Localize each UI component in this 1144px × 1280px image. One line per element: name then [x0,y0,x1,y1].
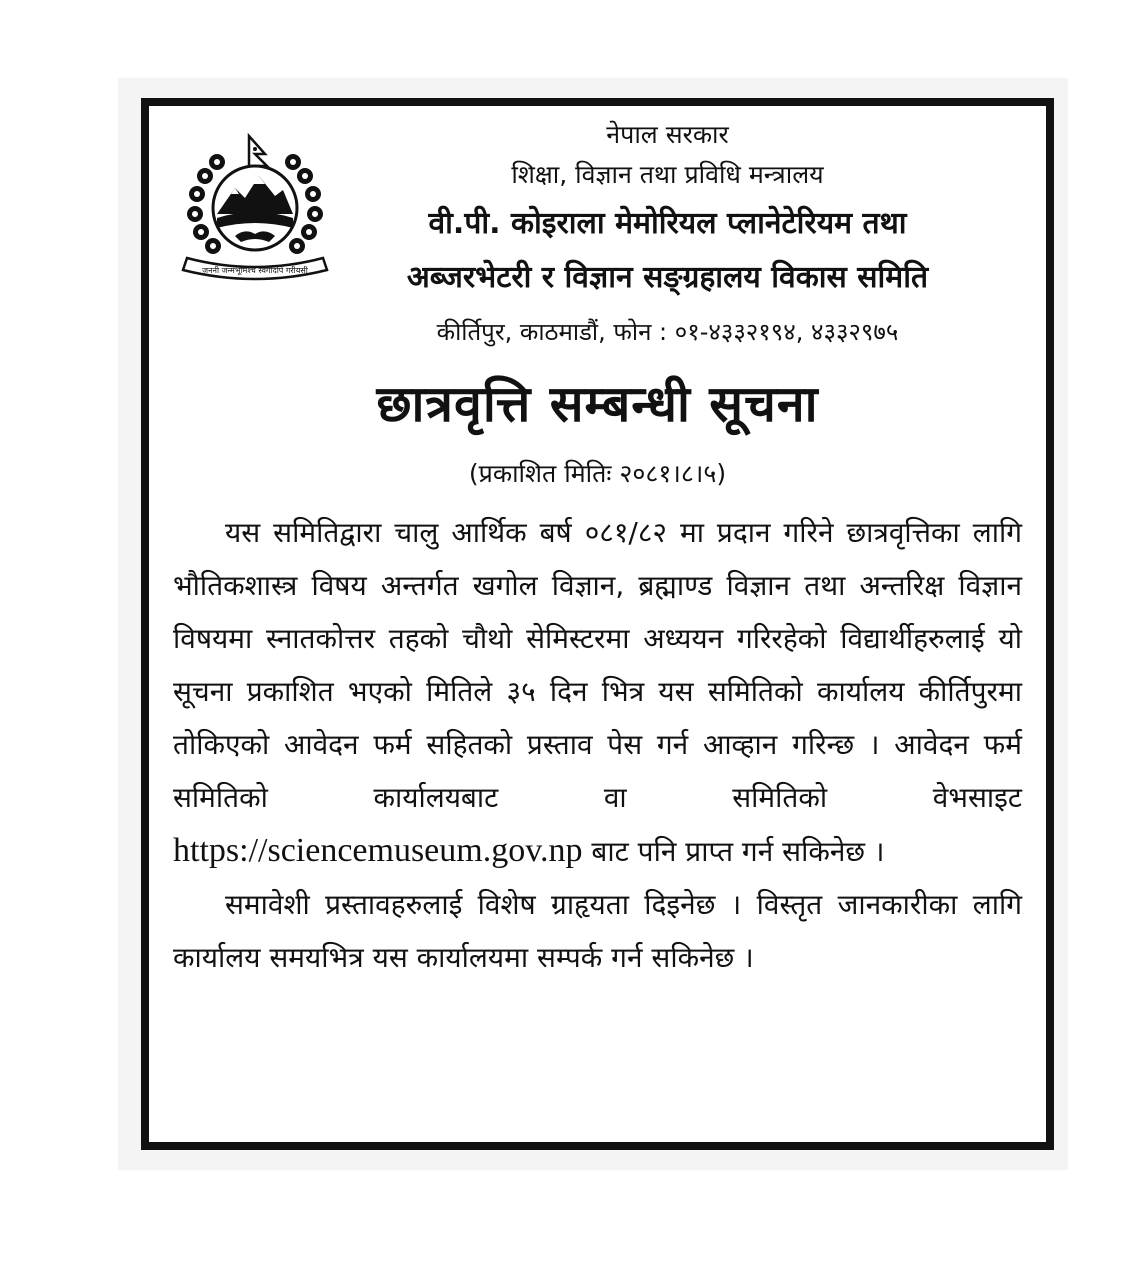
notice-body [173,506,1022,984]
ministry-name: शिक्षा, विज्ञान तथा प्रविधि मन्त्रालय [511,160,824,189]
organization-name-line1: वी.पी. कोइराला मेमोरियल प्लानेटेरियम तथा [428,206,907,241]
notice-title: छात्रवृत्ति सम्बन्धी सूचना [376,375,819,433]
paragraph-text: बाट पनि प्राप्त गर्न सकिनेछ । [582,835,885,868]
published-date: (प्रकाशित मितिः २०८१।८।५) [468,459,727,488]
organization-name-line2: अब्जरभेटरी र विज्ञान सङ्ग्रहालय विकास समिति [406,260,929,295]
contact-address: कीर्तिपुर, काठमाडौं, फोन : ०१-४३३२१९४, ४३३२९७५ [436,318,899,346]
notice-frame [141,98,1054,1150]
paragraph-text: यस समितिद्वारा चालु आर्थिक बर्ष ०८१/८२ मा प्रदान गरिने छात्रवृत्तिका लागि भौतिकशास्त्र विषय अन्तर्गत खगोल विज्ञान, ब्रह्माण्ड विज्ञान तथा अन्तरिक्ष विज्ञान विषयमा स्नातकोत्तर तहको चौथो सेमिस्टरमा अध्ययन गरिरहेको विद्यार्थीहरुलाई यो सूचना प्रकाशित भएको मितिले ३५ दिन भित्र यस समितिको कार्यालय कीर्तिपुरमा तोकिएको आवेदन फर्म सहितको प्रस्ताव पेस गर्न आव्हान गरिन्छ । आवेदन फर्म समितिको कार्यालयबाट वा समितिको वेभसाइट [173,516,1022,814]
emblem-motto: जननी जन्मभूमिश्च स्वर्गादपि गरीयसी [202,266,308,275]
government-name: नेपाल सरकार [606,120,729,149]
notice-paragraph: समावेशी प्रस्तावहरुलाई विशेष ग्राहृयता दिइनेछ । विस्तृत जानकारीका लागि कार्यालय समयभित्र यस कार्यालयमा सम्पर्क गर्न सकिनेछ । [173,888,1022,974]
website-link[interactable]: https://sciencemuseum.gov.np [173,832,583,869]
notice-paragraph [173,506,1022,878]
